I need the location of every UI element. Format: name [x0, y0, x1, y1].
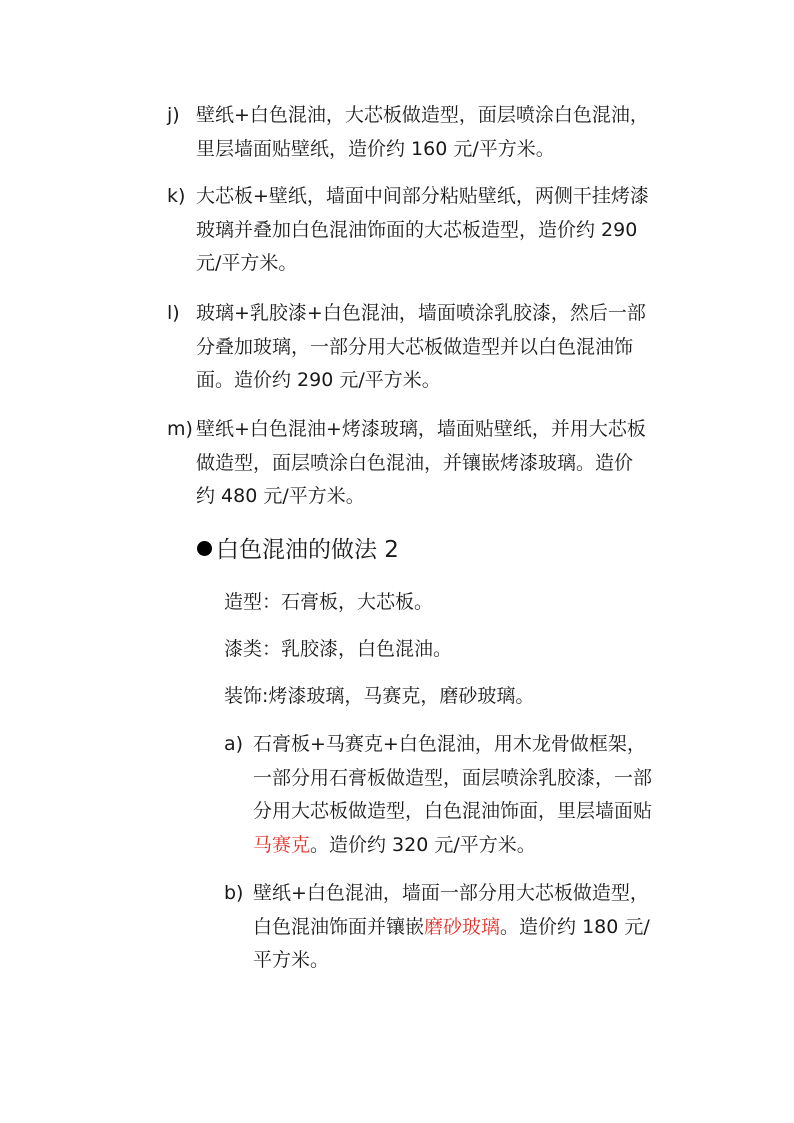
highlight-text: 磨砂玻璃 [424, 915, 501, 938]
list-item-l [167, 297, 716, 398]
list-item-text-main: 石膏板+马赛克+白色混油，用木龙骨做框架， 一部分用石膏板做造型，面层喷涂乳胶漆，一部 分用大芯板做造型，白色混油饰面，里层墙面贴 [253, 733, 653, 822]
list-item-b [224, 877, 723, 978]
list-item-text: 大芯板+壁纸，墙面中间部分粘贴壁纸，两侧干挂烤漆 玻璃并叠加白色混油饰面的大芯板造型，造价约 290 元/平方米。 [196, 185, 649, 274]
list-item-text-tail: 。造价约 320 元/平方米。 [310, 833, 536, 856]
list-item-text: 壁纸+白色混油+烤漆玻璃，墙面贴壁纸，并用大芯板 做造型，面层喷涂白色混油，并镶嵌烤漆玻璃。造价 约 480 元/平方米。 [196, 418, 646, 507]
paint-line: 漆类：乳胶漆，白色混油。 [224, 638, 453, 660]
section-heading-text: 白色混油的做法 2 [216, 537, 399, 563]
section-heading [197, 533, 399, 567]
list-item-j [167, 99, 716, 166]
list-item-m [167, 413, 716, 514]
bullet-dot-icon [197, 541, 212, 556]
list-marker: a) [224, 733, 244, 755]
list-item-text [253, 728, 723, 862]
list-item-k [167, 180, 716, 281]
list-marker: l) [167, 302, 180, 324]
list-item-text-tail: 。造价约 180 元/ 平方米。 [253, 915, 650, 971]
list-marker: j) [167, 104, 180, 126]
decor-line: 装饰:烤漆玻璃，马赛克，磨砂玻璃。 [224, 685, 535, 707]
shape-line: 造型：石膏板，大芯板。 [224, 591, 434, 613]
list-item-text-main: 壁纸+白色混油，墙面一部分用大芯板做造型， 白色混油饰面并镶嵌 [253, 882, 649, 938]
list-item-a [224, 728, 723, 862]
list-item-text: 壁纸+白色混油，大芯板做造型，面层喷涂白色混油， 里层墙面贴壁纸，造价约 160 元/平方米。 [196, 104, 649, 160]
list-marker: b) [224, 882, 244, 904]
list-marker: m) [167, 418, 193, 440]
list-marker: k) [167, 185, 186, 207]
list-item-text: 玻璃+乳胶漆+白色混油，墙面喷涂乳胶漆，然后一部 分叠加玻璃，一部分用大芯板做造型并以白色混油饰 面。造价约 290 元/平方米。 [196, 302, 646, 391]
list-item-text [253, 877, 723, 978]
highlight-text: 马赛克 [253, 833, 311, 856]
